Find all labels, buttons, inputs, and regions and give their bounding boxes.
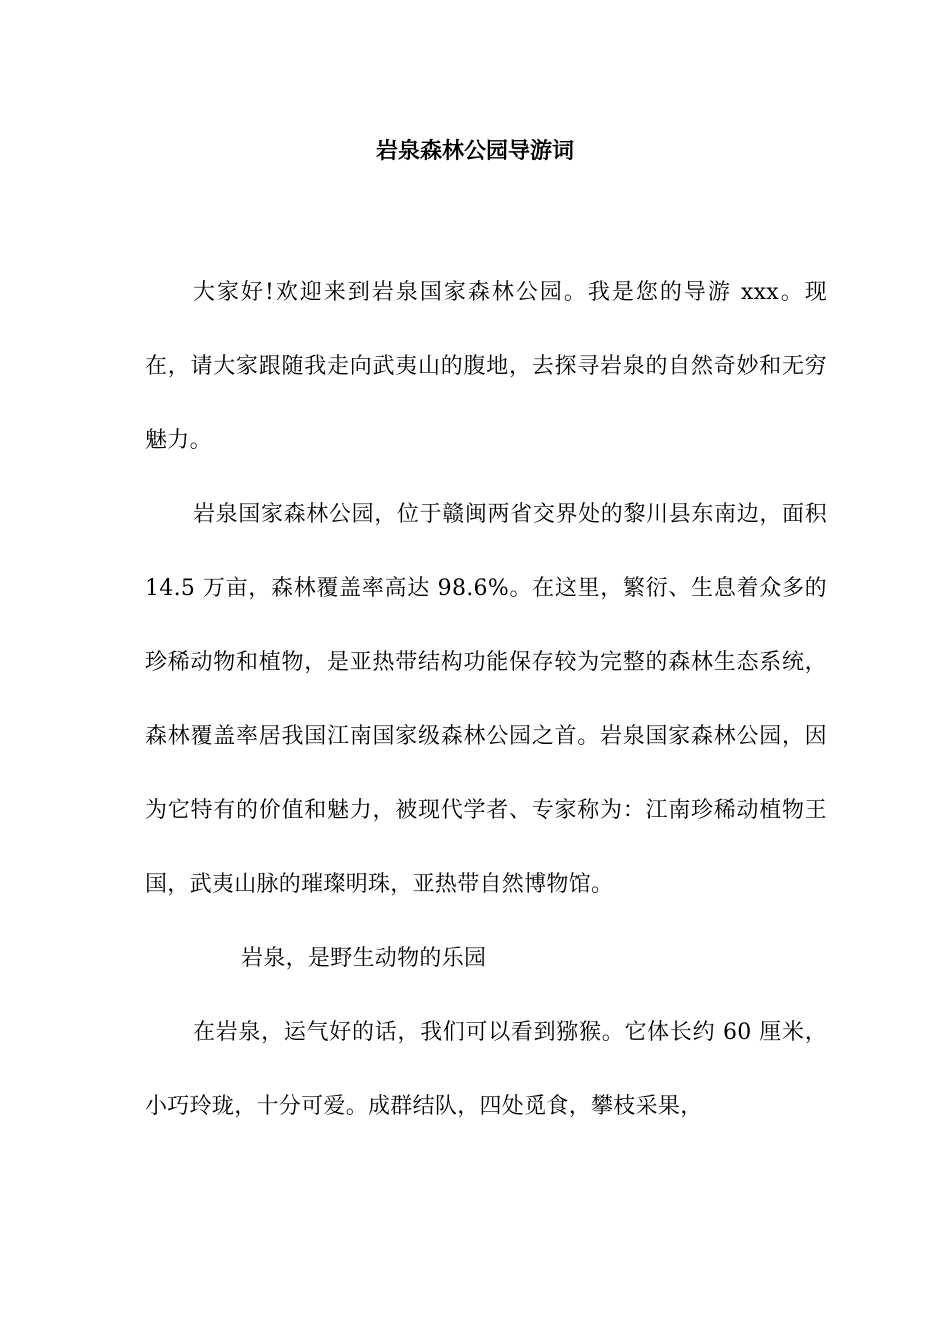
paragraph-location: 岩泉国家森林公园，位于赣闽两省交界处的黎川县东南边，面积 14.5 万亩，森林覆盖率高达 98.6%。在这里，繁衍、生息着众多的珍稀动物和植物，是亚热带结构功能保存较为完整的森林生态系统，森林覆盖率居我国江南国家级森林公园之首。岩泉国家森林公园，因为它特有的价值和魅力，被现代学者、专家称为：江南珍稀动植物王国，武夷山脉的璀璨明珠，亚热带自然博物馆。 [145,502,827,897]
paragraph-intro: 大家好!欢迎来到岩泉国家森林公园。我是您的导游 xxx。现在，请大家跟随我走向武夷山的腹地，去探寻岩泉的自然奇妙和无穷魅力。 [145,280,827,453]
section-heading: 岩泉，是野生动物的乐园 [241,946,487,971]
paragraph-macaque: 在岩泉，运气好的话，我们可以看到猕猴。它体长约 60 厘米，小巧玲珑，十分可爱。成群结队，四处觅食，攀枝采果， [145,1020,827,1119]
document-title: 岩泉森林公园导游词 [375,139,574,164]
document-body [145,256,827,1144]
